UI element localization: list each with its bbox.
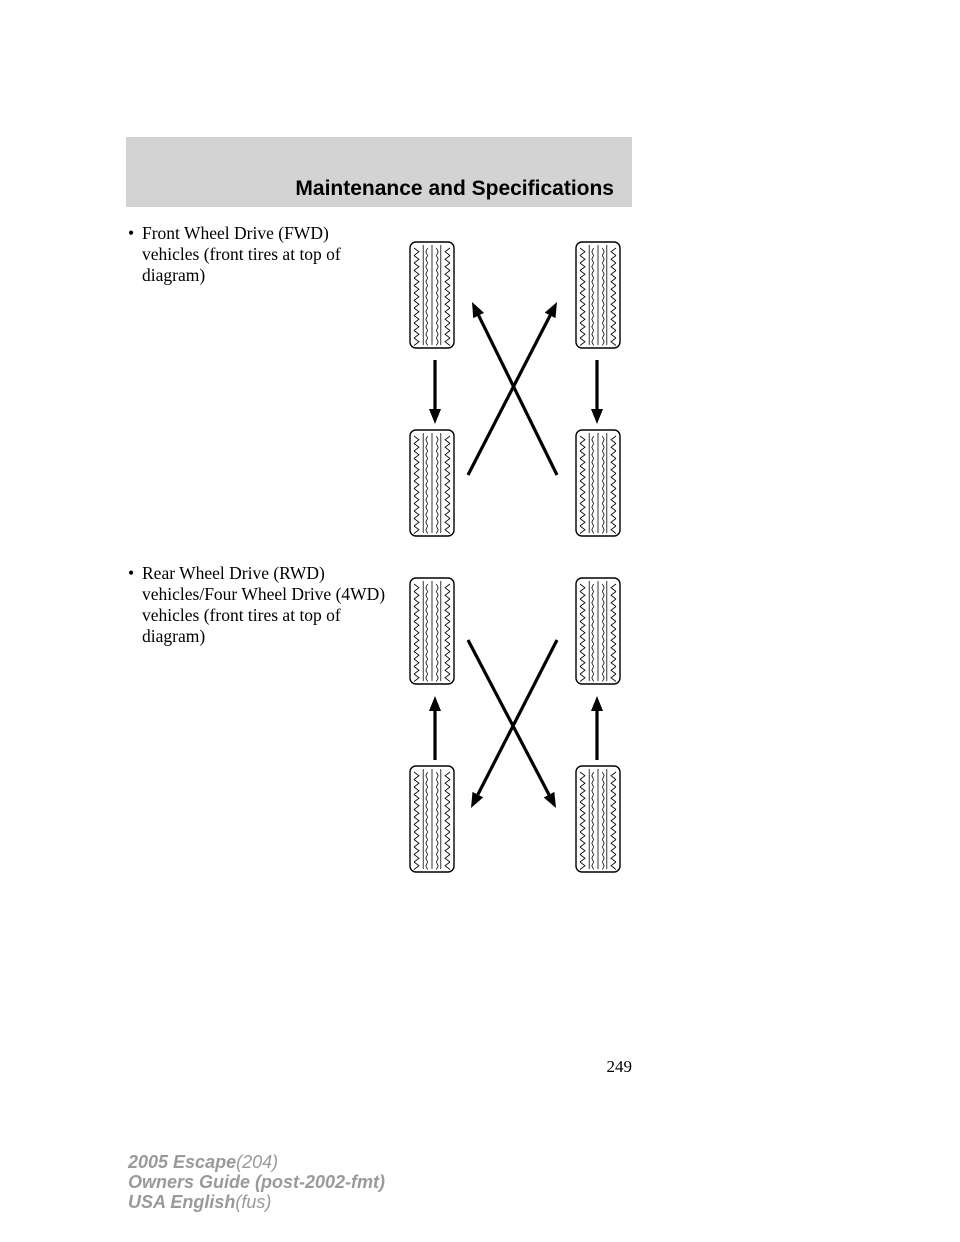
arrow-rear-right-to-front bbox=[591, 696, 603, 760]
footer-doc-info bbox=[128, 1152, 385, 1212]
footer-model: 2005 Escape bbox=[128, 1152, 237, 1172]
tire-front-left bbox=[410, 578, 454, 684]
bullet-rwd-line-4: diagram) bbox=[142, 626, 206, 646]
bullet-fwd-line-3: diagram) bbox=[142, 265, 206, 285]
footer-language: USA English bbox=[128, 1192, 236, 1212]
page-title: Maintenance and Specifications bbox=[295, 177, 614, 200]
tire-rear-right bbox=[576, 766, 620, 872]
footer-guide: Owners Guide (post-2002-fmt) bbox=[128, 1172, 386, 1192]
bullet-rwd-line-2: vehicles/Four Wheel Drive (4WD) bbox=[142, 584, 386, 604]
bullet-rwd bbox=[128, 563, 386, 647]
bullet-rwd-line-1: Rear Wheel Drive (RWD) bbox=[142, 563, 325, 583]
tire-rear-right bbox=[576, 430, 620, 536]
bullet-fwd bbox=[128, 223, 378, 286]
bullet-fwd-line-2: vehicles (front tires at top of bbox=[142, 244, 341, 264]
bullet-fwd-line-1: Front Wheel Drive (FWD) bbox=[142, 223, 329, 243]
tire-front-right bbox=[576, 242, 620, 348]
arrow-rear-left-to-front bbox=[429, 696, 441, 760]
tire-rear-left bbox=[410, 766, 454, 872]
tire-front-right bbox=[576, 578, 620, 684]
fwd-tire-rotation-diagram bbox=[400, 240, 630, 540]
tire-rear-left bbox=[410, 430, 454, 536]
bullet-dot: • bbox=[128, 563, 135, 583]
tire-front-left bbox=[410, 242, 454, 348]
rwd-tire-rotation-diagram bbox=[400, 576, 630, 876]
arrow-front-left-to-rear bbox=[429, 360, 441, 424]
page-number: 249 bbox=[606, 1057, 632, 1076]
arrow-front-right-to-rear bbox=[591, 360, 603, 424]
bullet-rwd-line-3: vehicles (front tires at top of bbox=[142, 605, 341, 625]
footer-model-code: (204) bbox=[236, 1152, 279, 1172]
header-bar bbox=[126, 137, 632, 207]
bullet-dot: • bbox=[128, 223, 135, 243]
footer-language-code: (fus) bbox=[235, 1192, 272, 1212]
